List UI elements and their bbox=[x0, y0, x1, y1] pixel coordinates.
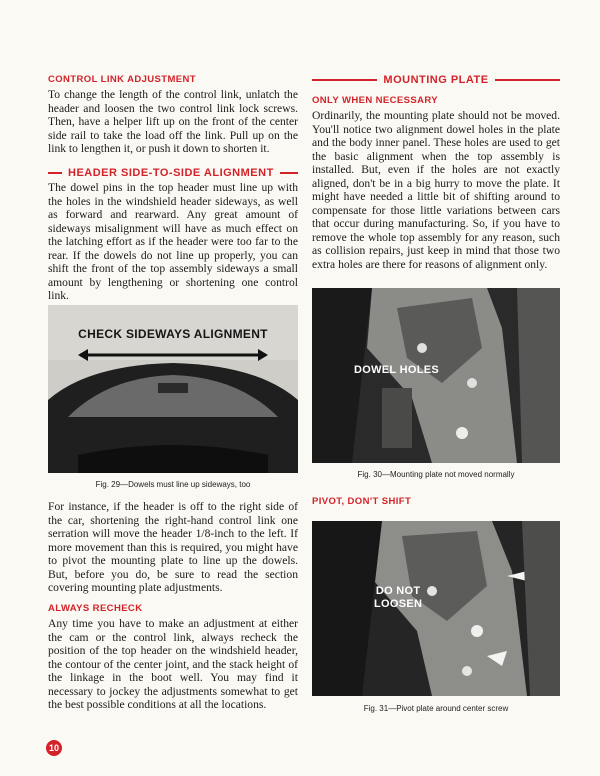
figure-31-label-line2: LOOSEN bbox=[374, 598, 423, 610]
paragraph-control-link: To change the length of the control link, unlatch the header and loosen the two control link lock screws. Then, have a helper lift up on the front of the center side rail to take the load off the link. Pull up on the link to lengthen it, or push it down to shorten it. bbox=[48, 88, 298, 155]
heading-text: MOUNTING PLATE bbox=[383, 74, 489, 86]
page-number-badge: 10 bbox=[46, 740, 62, 756]
heading-only-when-necessary: ONLY WHEN NECESSARY bbox=[312, 95, 439, 106]
figure-31-caption: Fig. 31—Pivot plate around center screw bbox=[363, 704, 509, 713]
figure-31-photo bbox=[312, 521, 560, 696]
heading-control-link-adjustment: CONTROL LINK ADJUSTMENT bbox=[48, 74, 197, 85]
paragraph-for-instance: For instance, if the header is off to the right side of the car, shortening the right-hand control link one serration will move the header 1/8-inch to the left. If more movement than this is required, you might have to pivot the mounting plate to line up the dowels. But, before you do, be sure to read the section covering mounting plate adjustments. bbox=[48, 500, 298, 594]
figure-29-photo bbox=[48, 305, 298, 473]
heading-rule-left bbox=[48, 172, 62, 174]
paragraph-mounting-plate: Ordinarily, the mounting plate should not be moved. You'll notice two alignment dowel holes in the plate and the body inner panel. These holes are used to get the basic alignment when the top assembly is installed. But, even if the holes are not exactly aligned, don't be in a big hurry to move the plate. It might have needed a little bit of shifting around to compensate for those little variations between cars that occur during manufacturing. So, if you have to remove the whole top assembly for any reason, such as collision repairs, just keep in mind that those two extra holes are there for reasons of alignment only. bbox=[312, 109, 560, 271]
figure-30-caption: Fig. 30—Mounting plate not moved normally bbox=[357, 470, 515, 479]
heading-mounting-plate bbox=[312, 74, 560, 86]
figure-31-label bbox=[374, 585, 422, 611]
heading-rule-right bbox=[495, 79, 560, 81]
figure-30-label: DOWEL HOLES bbox=[354, 364, 439, 376]
heading-text: HEADER SIDE-TO-SIDE ALIGNMENT bbox=[68, 167, 274, 179]
figure-30-photo bbox=[312, 288, 560, 463]
figure-31-label-line1: DO NOT bbox=[375, 585, 421, 597]
paragraph-dowel-pins: The dowel pins in the top header must line up with the holes in the windshield header sideways, as well as forward and rearward. Any great amount of sideways misalignment will have as much effect on the latching effort as if the header were too far to the rear. If the dowels do not line up properly, you can shift the front of the top assembly sideways a small amount by lengthening or shortening one control link. bbox=[48, 181, 298, 302]
figure-29-label: CHECK SIDEWAYS ALIGNMENT bbox=[78, 327, 268, 341]
heading-rule-left bbox=[312, 79, 377, 81]
heading-always-recheck: ALWAYS RECHECK bbox=[48, 603, 143, 614]
heading-rule-right bbox=[280, 172, 298, 174]
heading-pivot-dont-shift: PIVOT, DON'T SHIFT bbox=[312, 496, 412, 507]
heading-header-side-to-side bbox=[48, 167, 298, 179]
pivot-plate-illustration bbox=[312, 521, 560, 696]
paragraph-always-recheck: Any time you have to make an adjustment at either the cam or the control link, always recheck the position of the top header on the windshield header, the contour of the center joint, and the stack height of the linkage in the boot well. You may find it necessary to jockey the adjustments somewhat to get the best possible conditions at all the locations. bbox=[48, 617, 298, 711]
figure-29-caption: Fig. 29—Dowels must line up sideways, too bbox=[95, 480, 251, 489]
